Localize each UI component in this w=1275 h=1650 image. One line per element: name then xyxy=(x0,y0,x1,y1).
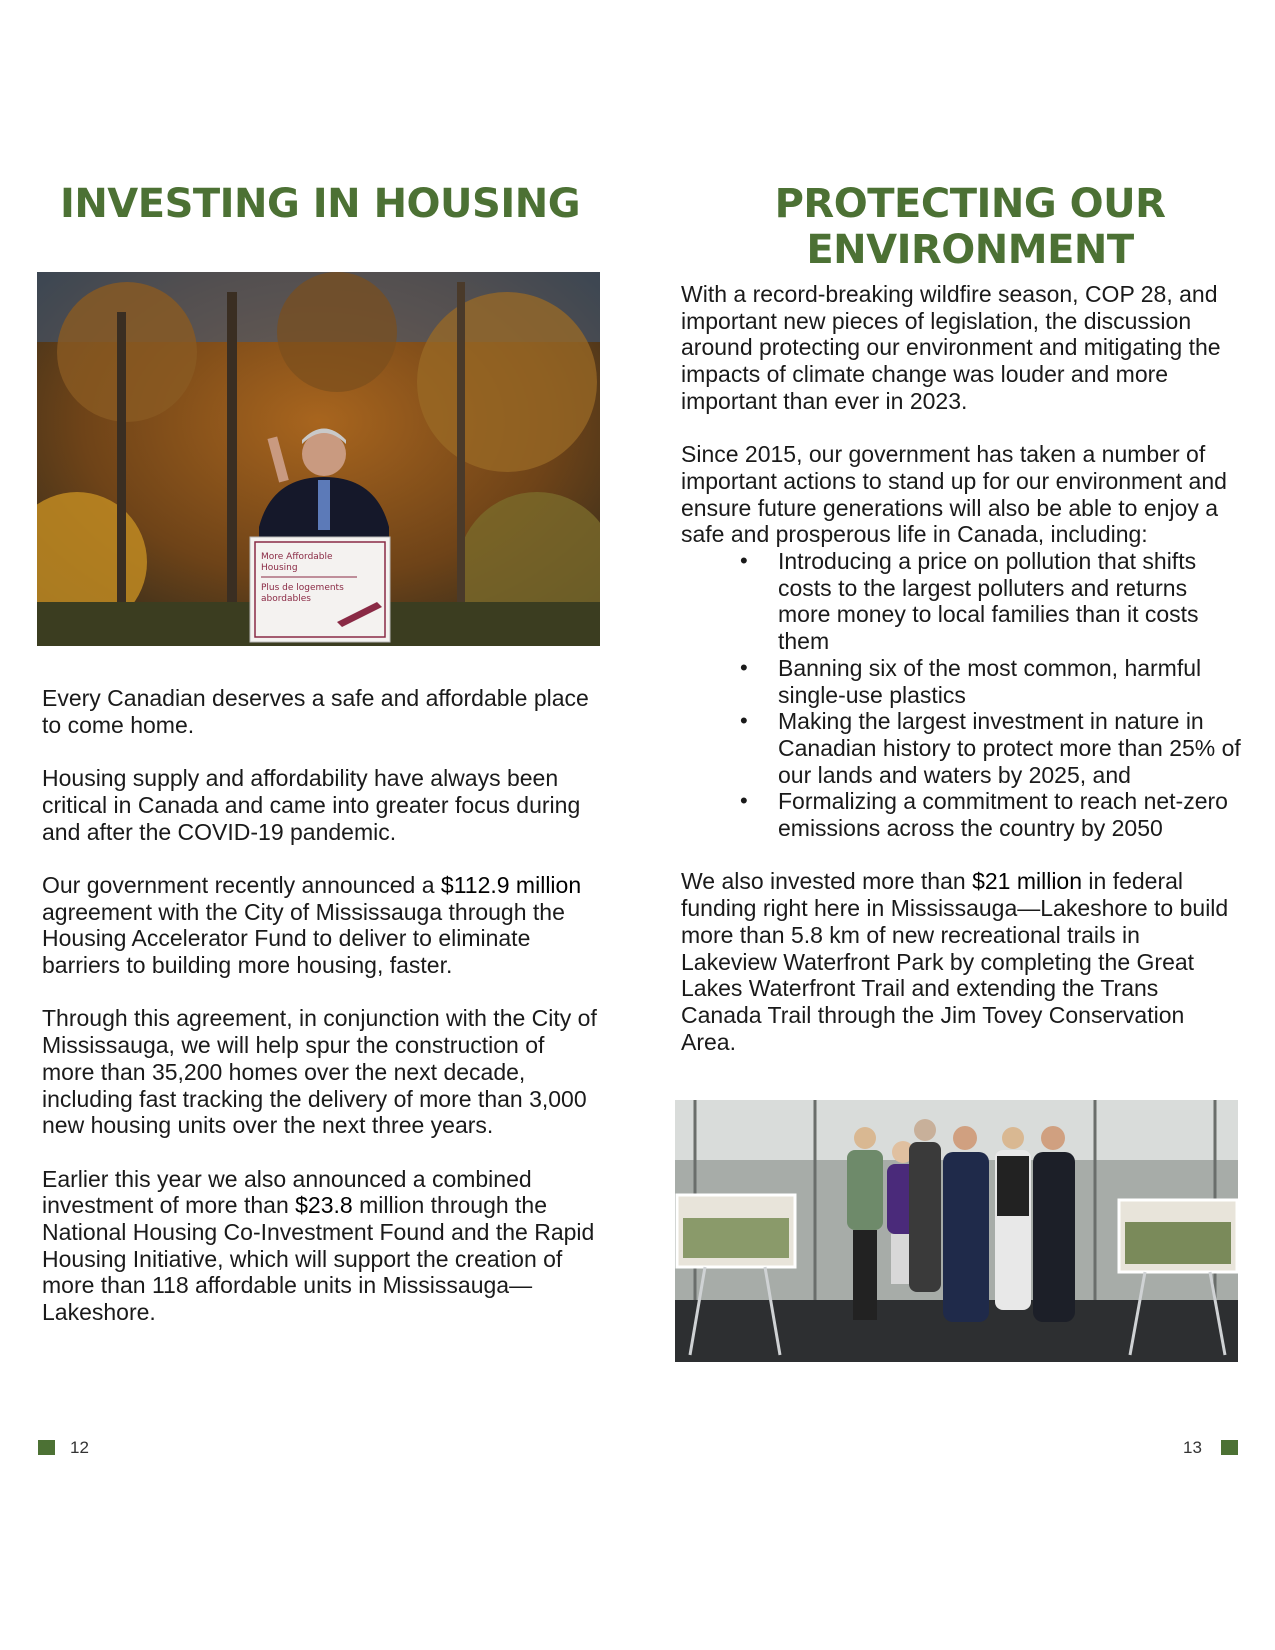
list-item: • Banning six of the most common, harmful single-use plastics xyxy=(778,655,1241,708)
right-page-body xyxy=(681,281,1241,1055)
housing-p3-amount: $112.9 million xyxy=(440,871,582,898)
podium-sign-line1: More Affordable xyxy=(261,552,333,562)
housing-paragraph-3 xyxy=(42,872,602,979)
list-item: • Introducing a price on pollution that shifts costs to the largest polluters and returns more money to local families than it costs them xyxy=(778,548,1241,655)
housing-paragraph-2: Housing supply and affordability have always been critical in Canada and came into greater focus during and after the COVID-19 pandemic. xyxy=(42,765,581,845)
right-page-number: 13 xyxy=(1183,1438,1202,1457)
group-photo-illustration xyxy=(675,1100,1238,1362)
housing-p5-pre: Earlier this year we also announced a combined investment of more than xyxy=(42,1165,532,1219)
environment-p3-pre: We also invested more than xyxy=(681,868,973,895)
environment-p3-post: in federal funding right here in Mississauga—Lakeshore to build more than 5.8 km of new recreational trails in Lakeview Waterfront Park by completing the Great Lakes Waterfront Trail and extending the Trans Canada Trail through the Jim Tovey Conservation Area. xyxy=(681,868,1229,1055)
housing-p3-pre: Our government recently announced a xyxy=(42,871,441,898)
housing-paragraph-5 xyxy=(42,1166,602,1326)
waterfront-trail-photo xyxy=(675,1100,1238,1362)
housing-announcement-photo xyxy=(37,272,600,646)
environment-p3-amount: $21 million xyxy=(972,868,1083,895)
podium-sign-line4: abordables xyxy=(261,594,311,604)
left-page-number: 12 xyxy=(70,1438,89,1457)
environment-paragraph-1: With a record-breaking wildfire season, COP 28, and important new pieces of legislation, the discussion around protecting our environment and mitigating the impacts of climate change was louder and more important than ever in 2023. xyxy=(681,281,1221,414)
housing-paragraph-1: Every Canadian deserves a safe and affordable place to come home. xyxy=(42,685,589,738)
environment-paragraph-2: Since 2015, our government has taken a number of important actions to stand up for our environment and ensure future generations will also be able to enjoy a safe and prosperous life in Canada, including: xyxy=(681,441,1227,548)
housing-paragraph-4: Through this agreement, in conjunction with the City of Mississauga, we will help spur the construction of more than 35,200 homes over the next decade, including fast tracking the delivery of more than 3,000 new housing units over the next three years. xyxy=(42,1005,597,1139)
right-footer-square xyxy=(1221,1440,1238,1455)
podium-sign-line2: Housing xyxy=(261,563,298,573)
list-item: • Making the largest investment in nature in Canadian history to protect more than 25% of our lands and waters by 2025, and xyxy=(778,708,1241,788)
left-page-body xyxy=(42,685,602,1326)
housing-p5-post: million through the National Housing Co-Investment Found and the Rapid Housing Initiative, which will support the creation of more than 118 affordable units in Mississauga—Lakeshore. xyxy=(42,1192,595,1326)
housing-photo-illustration xyxy=(37,272,600,646)
right-page-heading: PROTECTING OUR ENVIRONMENT xyxy=(774,181,1166,273)
housing-p5-amount: $23.8 xyxy=(295,1192,353,1219)
environment-actions-list xyxy=(681,548,1241,842)
podium-sign-line3: Plus de logements xyxy=(261,583,344,593)
list-item: • Formalizing a commitment to reach net-zero emissions across the country by 2050 xyxy=(778,788,1241,841)
left-page-heading: INVESTING IN HOUSING xyxy=(59,181,581,227)
environment-paragraph-3 xyxy=(681,868,1241,1055)
left-footer-square xyxy=(38,1440,55,1455)
housing-p3-post: agreement with the City of Mississauga through the Housing Accelerator Fund to deliver to eliminate barriers to building more housing, faster. xyxy=(42,898,565,978)
